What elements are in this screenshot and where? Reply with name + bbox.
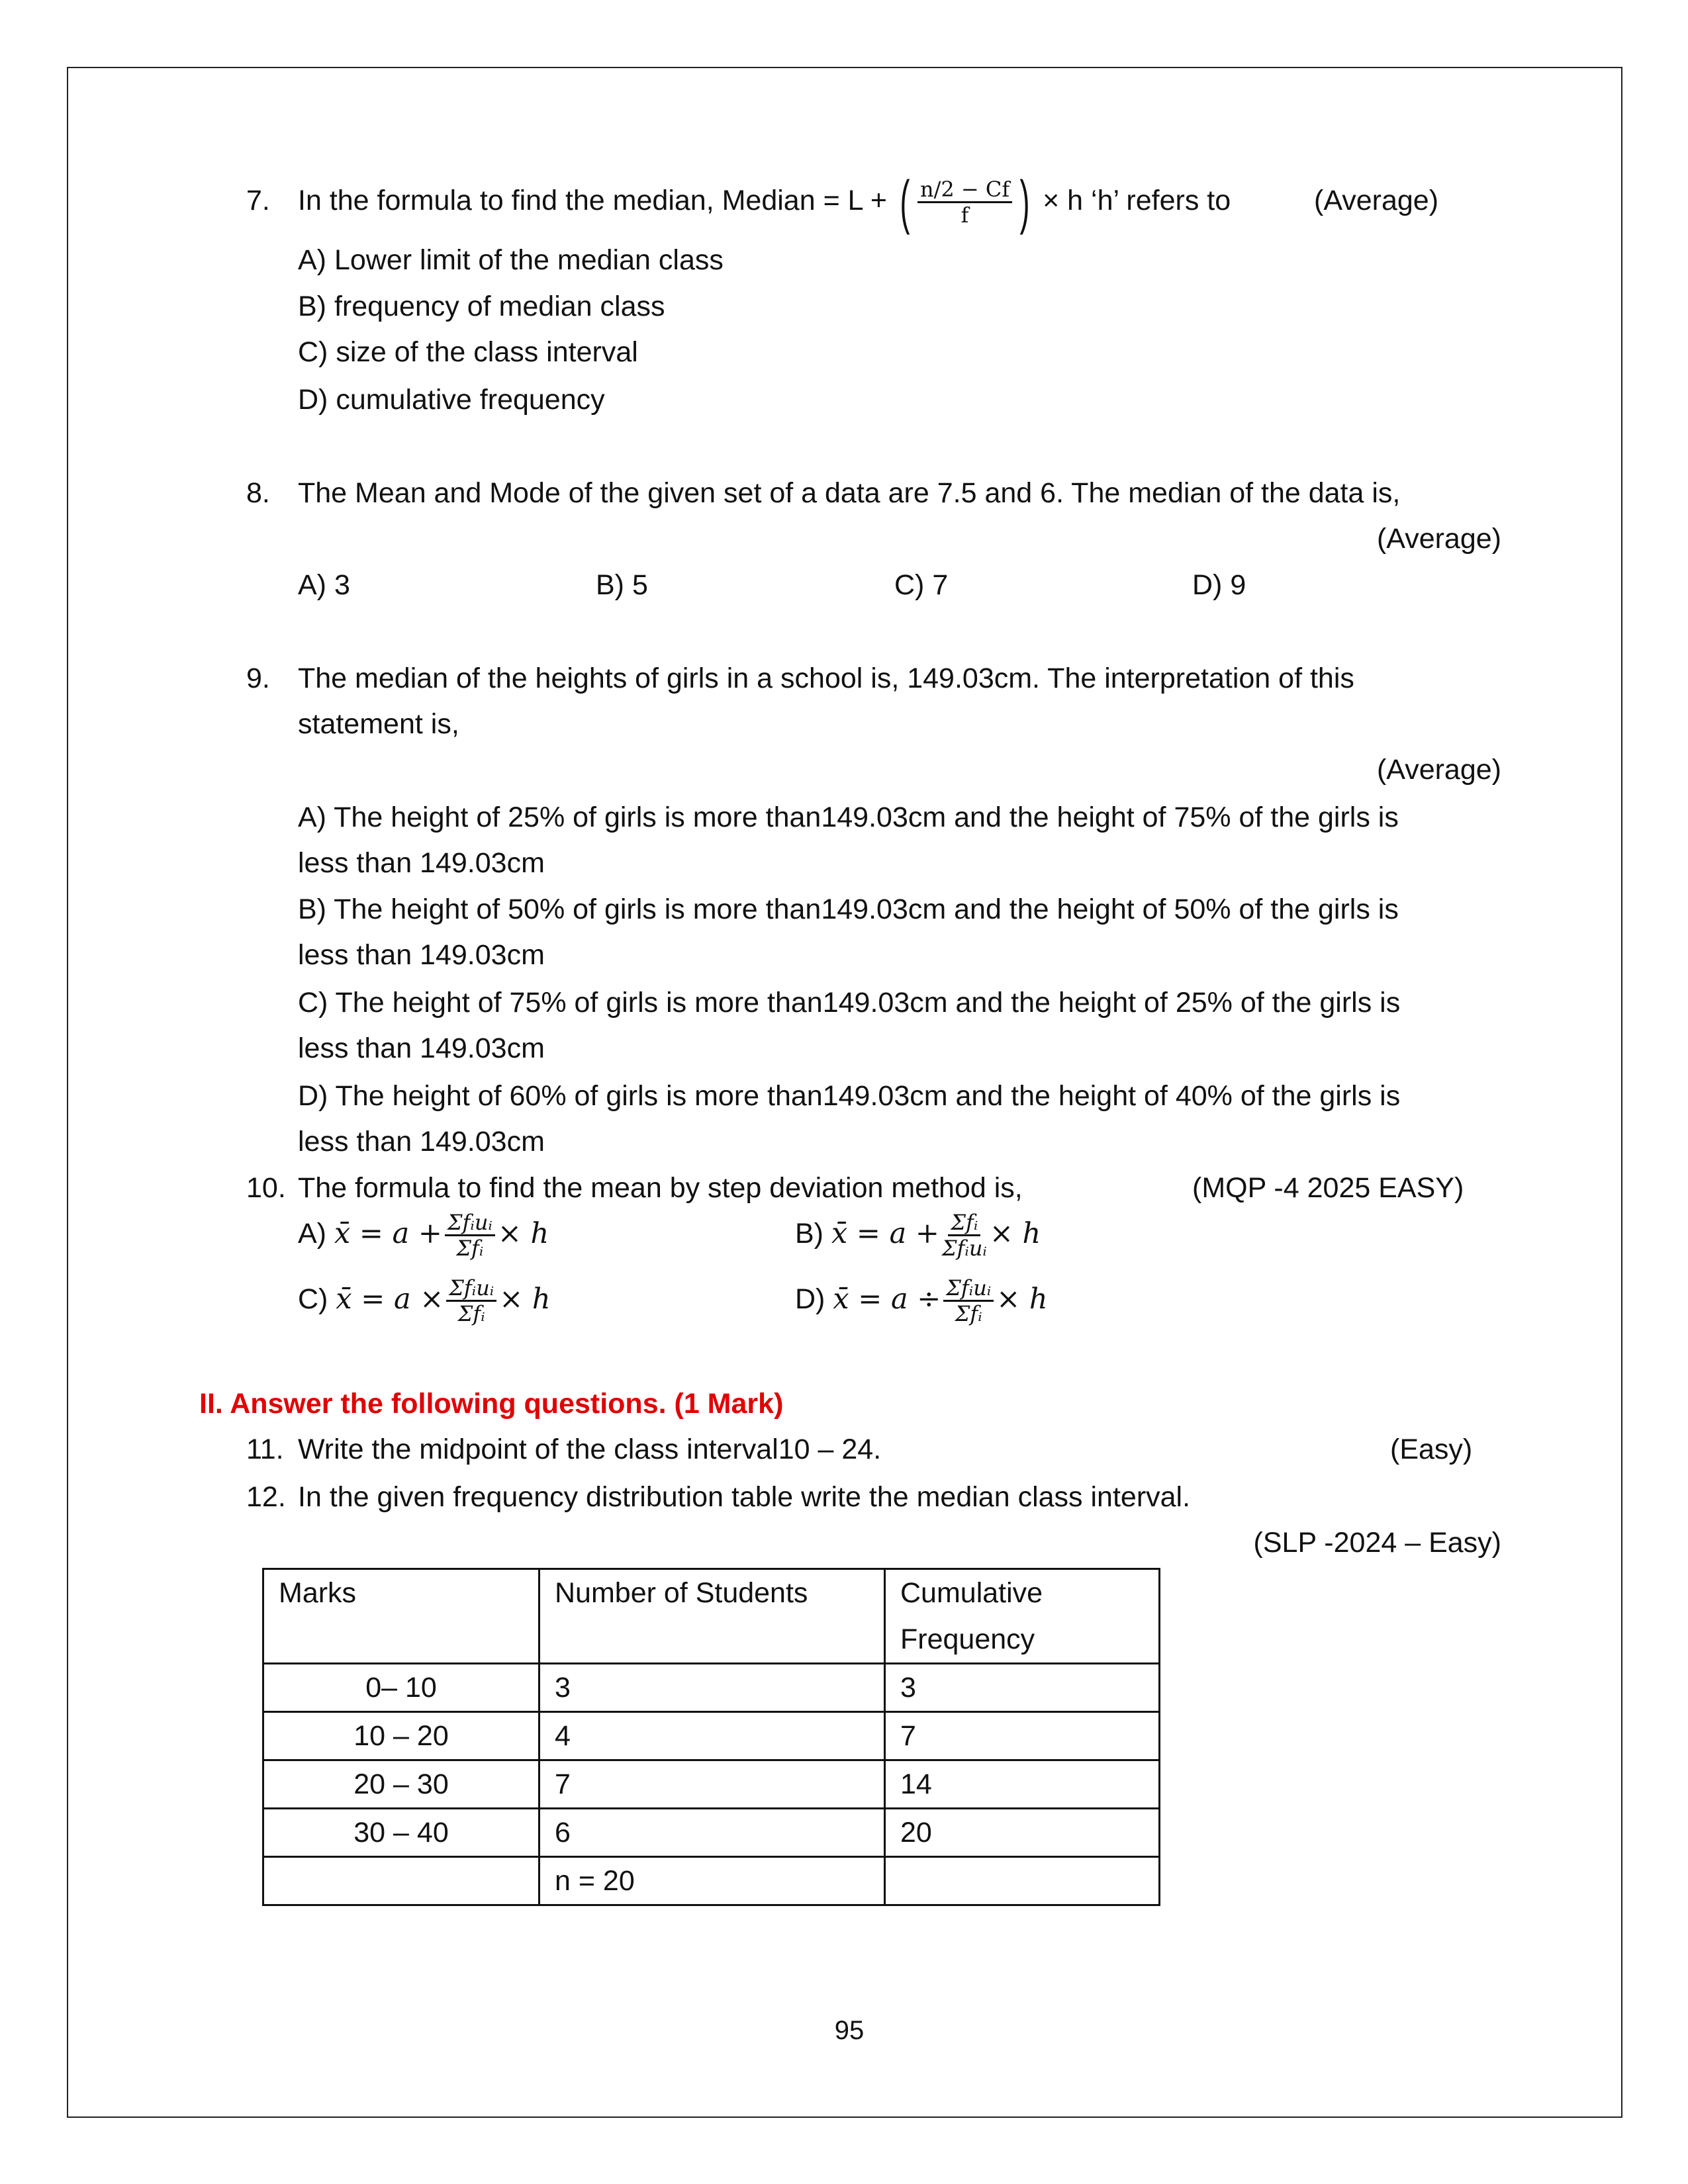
formula-rhs: × h (497, 1217, 549, 1250)
header-cumulative (885, 1569, 1160, 1664)
q10-text: The formula to find the mean by step deviation method is, (298, 1172, 1023, 1204)
formula-rhs: × h (499, 1283, 551, 1316)
table-row (263, 1760, 1160, 1809)
q7-difficulty: (Average) (1314, 185, 1439, 216)
cell-students: 3 (539, 1664, 885, 1712)
q11-text: Write the midpoint of the class interval10 – 24. (298, 1433, 882, 1465)
q9-number: 9. (246, 662, 270, 694)
formula-fraction (943, 1276, 994, 1326)
formula-lhs: x̄ = a ÷ (833, 1283, 941, 1316)
q9-option-a-cont: less than 149.03cm (298, 847, 545, 879)
q8-option-c: C) 7 (894, 569, 949, 601)
q10-difficulty: (MQP -4 2025 EASY) (1192, 1172, 1464, 1204)
q11-number: 11. (246, 1433, 284, 1465)
formula-fraction (446, 1276, 496, 1326)
fraction-denominator: f (961, 203, 969, 228)
q8-option-a: A) 3 (298, 569, 350, 601)
q8-option-b: B) 5 (596, 569, 648, 601)
formula-fraction (942, 1210, 987, 1260)
q10-option-b (795, 1210, 1041, 1261)
fraction-numerator: Σfᵢuᵢ (445, 1210, 495, 1236)
header-cumulative-line1: Cumulative (900, 1577, 1043, 1609)
q10-number: 10. (246, 1172, 286, 1204)
cell-cf: 7 (885, 1712, 1160, 1760)
fraction-denominator: Σfᵢ (457, 1301, 485, 1327)
cell-students: 4 (539, 1712, 885, 1760)
q10-option-c (298, 1275, 551, 1327)
q7-option-d: D) cumulative frequency (298, 384, 605, 416)
formula-lhs: x̄ = a + (831, 1217, 939, 1250)
q7-option-b: B) frequency of median class (298, 291, 665, 322)
option-label: C) (298, 1283, 328, 1315)
cell-students: 6 (539, 1809, 885, 1857)
fraction-numerator: n/2 − Cf (917, 177, 1012, 203)
q8-difficulty: (Average) (1376, 523, 1501, 555)
q11-difficulty: (Easy) (1390, 1433, 1473, 1465)
q9-option-c: C) The height of 75% of girls is more than149.03cm and the height of 25% of the girls is (298, 987, 1401, 1019)
q12-text: In the given frequency distribution table write the median class interval. (298, 1481, 1191, 1513)
table-total-row (263, 1857, 1160, 1905)
cell-marks: 10 – 20 (263, 1712, 539, 1760)
cell-students: 7 (539, 1760, 885, 1809)
fraction-numerator: Σfᵢuᵢ (446, 1276, 496, 1302)
q9-text-line1: The median of the heights of girls in a school is, 149.03cm. The interpretation of this (298, 662, 1354, 694)
cell-marks: 20 – 30 (263, 1760, 539, 1809)
cell-marks: 30 – 40 (263, 1809, 539, 1857)
q7-option-c: C) size of the class interval (298, 336, 638, 368)
q9-text-line2: statement is, (298, 708, 459, 740)
fraction-denominator: Σfᵢuᵢ (941, 1236, 987, 1261)
q9-option-d-cont: less than 149.03cm (298, 1126, 545, 1158)
header-marks: Marks (263, 1569, 539, 1664)
q7-text-after: × h ‘h’ refers to (1043, 185, 1231, 216)
q12-difficulty: (SLP -2024 – Easy) (1253, 1527, 1501, 1559)
q9-option-b-cont: less than 149.03cm (298, 939, 545, 971)
section-heading: II. Answer the following questions. (1 Mark) (199, 1388, 784, 1420)
formula-lhs: x̄ = a × (336, 1283, 444, 1316)
fraction-denominator: Σfᵢ (456, 1236, 484, 1261)
q9-option-d: D) The height of 60% of girls is more than149.03cm and the height of 40% of the girls is (298, 1080, 1401, 1112)
q8-text: The Mean and Mode of the given set of a data are 7.5 and 6. The median of the data is, (298, 477, 1401, 509)
cell-marks (263, 1857, 539, 1905)
q12-number: 12. (246, 1481, 286, 1513)
option-label: A) (298, 1218, 326, 1250)
q9-option-c-cont: less than 149.03cm (298, 1032, 545, 1064)
header-students: Number of Students (539, 1569, 885, 1664)
option-label: D) (795, 1283, 825, 1315)
q8-option-d: D) 9 (1192, 569, 1246, 601)
q8-number: 8. (246, 477, 270, 509)
table-row (263, 1712, 1160, 1760)
cell-cf: 14 (885, 1760, 1160, 1809)
fraction-denominator: Σfᵢ (955, 1301, 982, 1327)
q9-option-a: A) The height of 25% of girls is more than149.03cm and the height of 75% of the girls is (298, 801, 1399, 833)
q9-difficulty: (Average) (1376, 754, 1501, 786)
table-row (263, 1809, 1160, 1857)
table-header-row (263, 1569, 1160, 1664)
fraction-numerator: Σfᵢ (948, 1210, 980, 1236)
cell-cf: 20 (885, 1809, 1160, 1857)
formula-rhs: × h (996, 1283, 1048, 1316)
formula-fraction (445, 1210, 495, 1260)
median-fraction (917, 177, 1012, 227)
page-number: 95 (834, 2016, 865, 2045)
cell-cf: 3 (885, 1664, 1160, 1712)
cell-marks: 0– 10 (263, 1664, 539, 1712)
cell-total: n = 20 (539, 1857, 885, 1905)
cell-cf (885, 1857, 1160, 1905)
header-cumulative-line2: Frequency (900, 1623, 1035, 1655)
q7-option-a: A) Lower limit of the median class (298, 244, 724, 276)
q7-text: In the formula to find the median, Median = L + (298, 185, 888, 216)
q7-number: 7. (246, 185, 270, 216)
option-label: B) (795, 1218, 823, 1250)
formula-lhs: x̄ = a + (334, 1217, 442, 1250)
q10-option-d (795, 1275, 1048, 1327)
table-row (263, 1664, 1160, 1712)
q7-question: In the formula to find the median, Median = L + ( $\frac{n/2 - Cf}{f}$ ) × h ‘h’ refers to (298, 169, 1231, 236)
q10-option-a (298, 1210, 549, 1261)
q9-option-b: B) The height of 50% of girls is more than149.03cm and the height of 50% of the girls is (298, 893, 1399, 925)
frequency-table (262, 1568, 1160, 1906)
fraction-numerator: Σfᵢuᵢ (943, 1276, 994, 1302)
formula-rhs: × h (989, 1217, 1041, 1250)
